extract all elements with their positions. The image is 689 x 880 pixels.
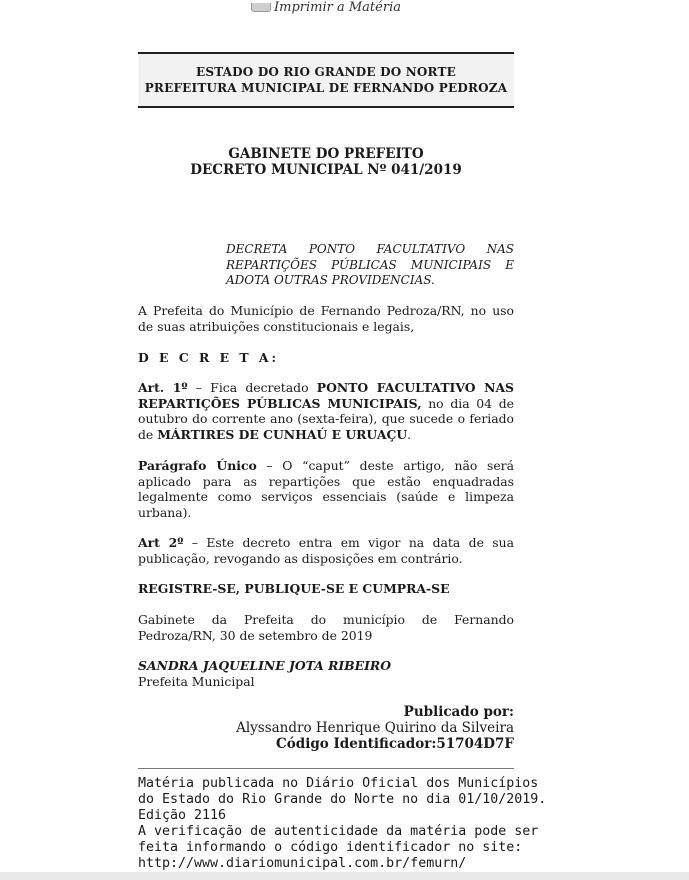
decreta-heading: D E C R E T A: [138, 350, 280, 365]
bottom-strip [0, 872, 689, 880]
place-date: Gabinete da Prefeita do município de Fernando Pedroza/RN, 30 de setembro de 2019 [138, 612, 514, 643]
identifier-code [138, 736, 514, 752]
article-1 [138, 380, 514, 442]
signer-role: Prefeita Municipal [138, 674, 255, 689]
article-1-bold-b: MÁRTIRES DE CUNHAÚ E URUAÇU [157, 426, 408, 442]
print-link[interactable] [250, 0, 401, 15]
office-title: GABINETE DO PREFEITO [228, 146, 424, 162]
article-1-label: Art. 1º [138, 380, 188, 395]
footer-url[interactable]: http://www.diariomunicipal.com.br/femurn/ [138, 856, 467, 871]
footer-line: Matéria publicada no Diário Oficial dos Municípios [138, 776, 539, 791]
publisher-name: Alyssandro Henrique Quirino da Silveira [236, 720, 514, 736]
identifier-code-value: 51704D7F [436, 736, 514, 752]
paragraph-unico-text: – O “caput” deste artigo, não será aplicado para as repartições que estão enquadradas legalmente como serviços essenciais (saúde e limpeza urbana). [138, 458, 514, 520]
header-prefecture: PREFEITURA MUNICIPAL DE FERNANDO PEDROZA [144, 81, 508, 95]
print-label[interactable]: Imprimir a Matéria [274, 0, 401, 15]
article-1-text-c: . [407, 426, 412, 442]
article-2-label: Art 2º [138, 535, 184, 550]
signer-name: SANDRA JAQUELINE JOTA RIBEIRO [138, 658, 391, 673]
publication-footer [138, 776, 547, 872]
footer-line: Edição 2116 [138, 808, 227, 823]
article-1-text-a: – Fica decretado [187, 380, 317, 395]
article-1-text-b: no dia 04 de outubro do corrente ano (sexta-feira), que sucede o feriado de [138, 395, 515, 442]
publication-info [138, 704, 514, 752]
published-by-label: Publicado por: [403, 704, 514, 720]
printer-icon[interactable] [250, 3, 270, 13]
article-2 [138, 535, 514, 566]
article-2-text: – Este decreto entra em vigor na data de sua publicação, revogando as disposições em contrário. [138, 535, 514, 566]
paragraph-unico [138, 458, 514, 520]
decree-summary: DECRETA PONTO FACULTATIVO NAS REPARTIÇÕES PÚBLICAS MUNICIPAIS E ADOTA OUTRAS PROVIDENCIAS. [226, 242, 514, 287]
decree-titles [138, 146, 514, 178]
document-header [138, 52, 514, 108]
footer-line: feita informando o código identificador no site: [138, 840, 523, 855]
paragraph-unico-label: Parágrafo Único [138, 458, 257, 473]
preamble: A Prefeita do Município de Fernando Pedroza/RN, no uso de suas atribuições constitucionais e legais, [138, 303, 514, 334]
decree-title: DECRETO MUNICIPAL Nº 041/2019 [190, 162, 462, 178]
article-1-bold-a: PONTO FACULTATIVO NAS REPARTIÇÕES PÚBLICAS MUNICIPAIS, [138, 380, 514, 411]
registre-line: REGISTRE-SE, PUBLIQUE-SE E CUMPRA-SE [138, 581, 450, 596]
footer-divider [138, 768, 514, 769]
footer-line: A verificação de autenticidade da matéria pode ser [138, 824, 539, 839]
identifier-code-label: Código Identificador: [276, 736, 437, 752]
footer-line: do Estado do Rio Grande do Norte no dia 01/10/2019. [138, 792, 547, 807]
header-state: ESTADO DO RIO GRANDE DO NORTE [195, 65, 456, 79]
